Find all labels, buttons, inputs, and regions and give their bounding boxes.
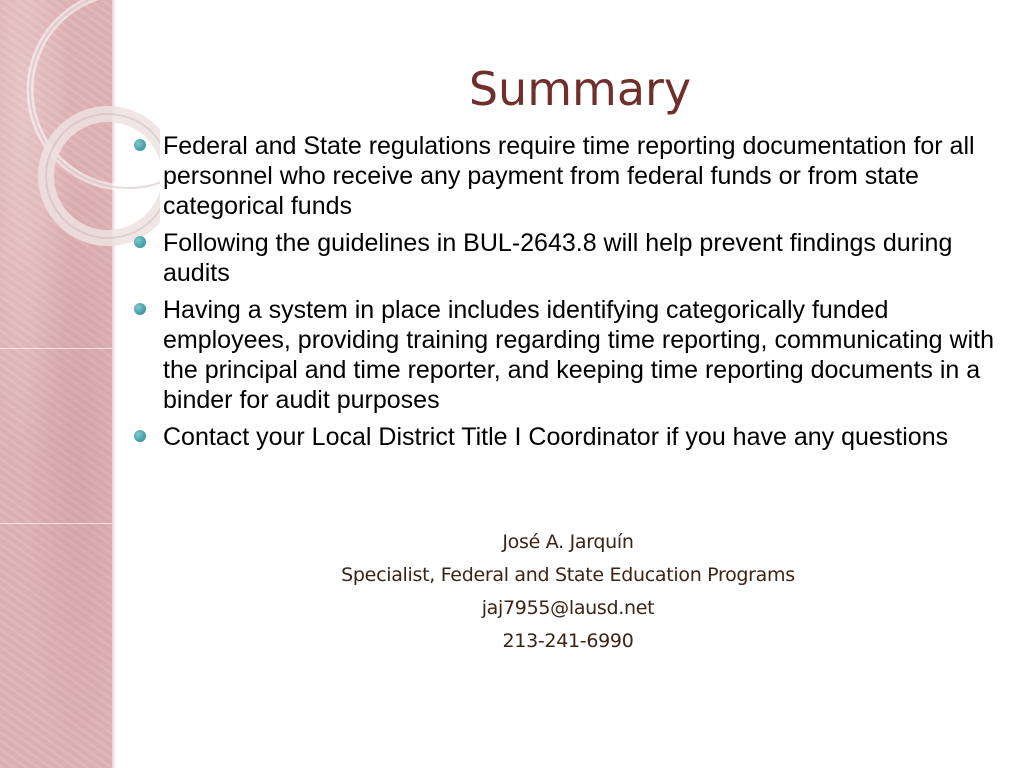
bullet-item [132, 422, 1002, 452]
bullet-item [132, 228, 1002, 288]
bullet-text: Having a system in place includes identifying categorically funded employees, providing training regarding time reporting, communicating with the principal and time reporter, and keeping time reporting documents in a binder for audit purposes [163, 296, 994, 414]
bullet-item [132, 295, 1002, 415]
bullet-text: Following the guidelines in BUL-2643.8 will help prevent findings during audits [163, 229, 953, 287]
bullet-item [132, 131, 1002, 221]
contact-role: Specialist, Federal and State Education Programs [341, 564, 795, 586]
contact-block [268, 526, 868, 658]
bullet-list [132, 131, 1002, 459]
bullet-dot-icon [134, 236, 146, 248]
tile-divider [0, 348, 112, 349]
bullet-text: Federal and State regulations require time reporting documentation for all personnel who receive any payment from federal funds or from state categorical funds [163, 132, 975, 220]
bullet-dot-icon [134, 303, 146, 315]
bullet-text: Contact your Local District Title I Coordinator if you have any questions [163, 423, 949, 451]
contact-name: José A. Jarquín [502, 531, 634, 553]
slide-title: Summary [468, 62, 692, 116]
contact-email: jaj7955@lausd.net [481, 597, 655, 619]
contact-phone: 213-241-6990 [502, 630, 634, 652]
tile-divider [0, 523, 112, 524]
bullet-dot-icon [134, 430, 146, 442]
bullet-dot-icon [134, 139, 146, 151]
